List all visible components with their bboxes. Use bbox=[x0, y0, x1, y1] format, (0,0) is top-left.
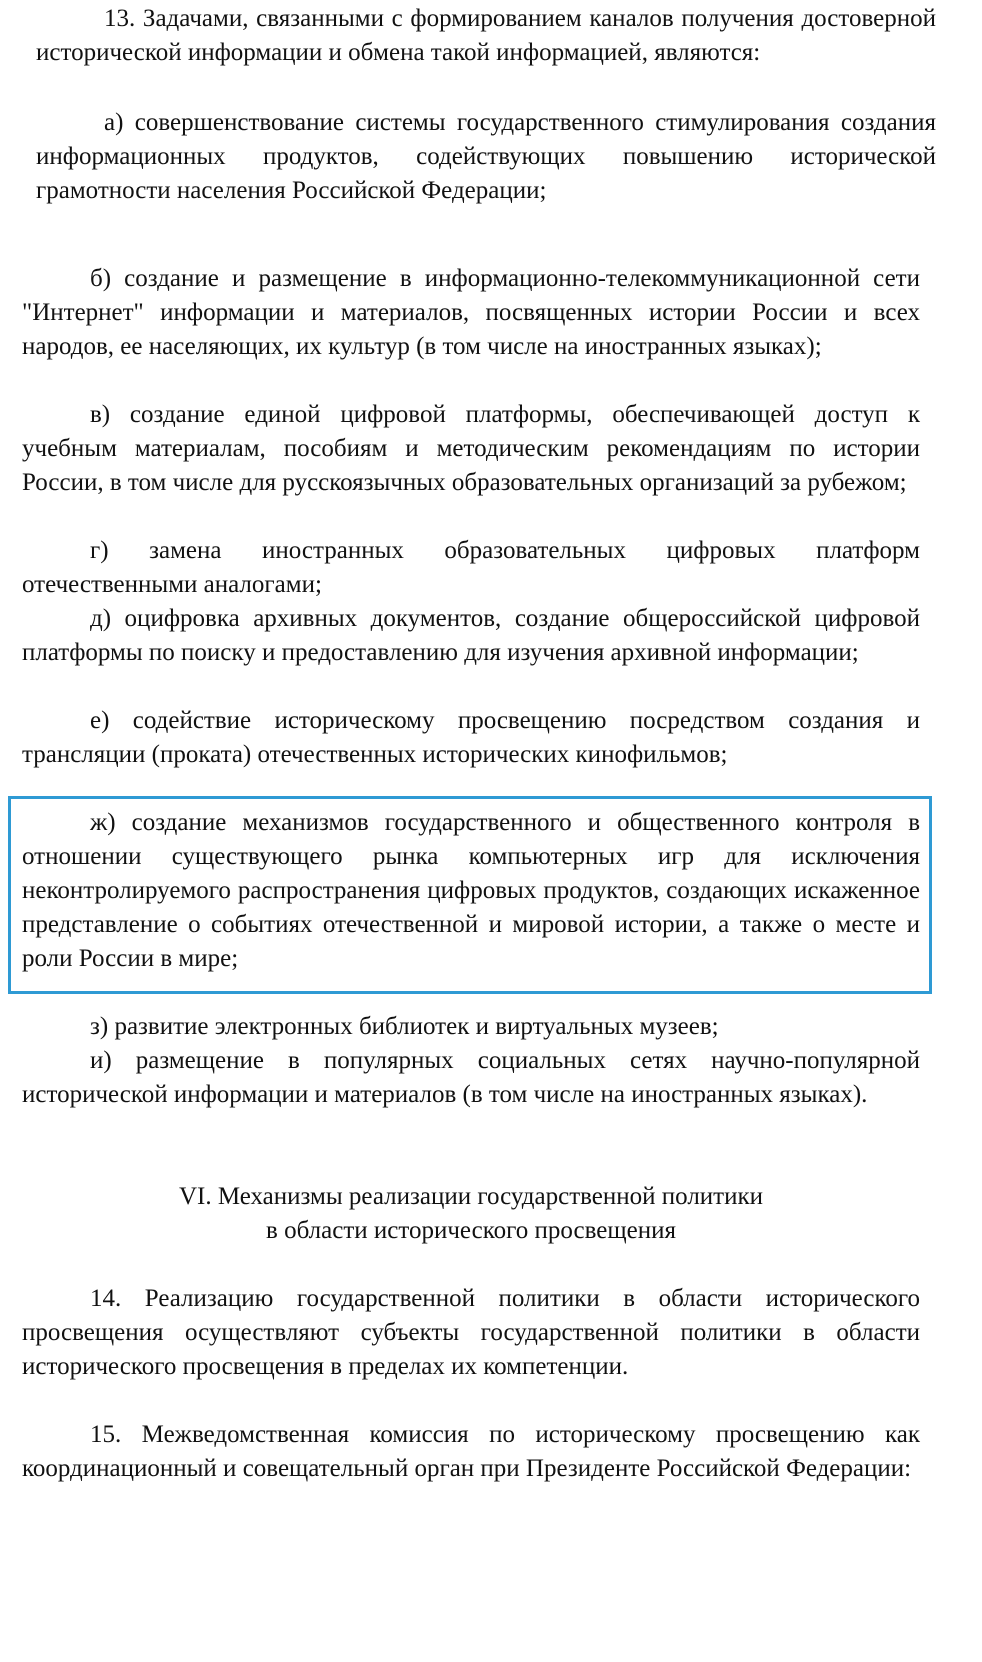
list-item-b: б) создание и размещение в информационно-телекоммуникационной сети "Интернет" информации и материалов, посвященных истории России и всех народов, ее населяющих, их культур (в том числе на иностранных языках); bbox=[22, 265, 920, 360]
list-item-zh: ж) создание механизмов государственного и общественного контроля в отношении существующего рынка компьютерных игр для исключения неконтролируемого распространения цифровых продуктов, создающих искаженное представление о событиях отечественной и мировой истории, а также о месте и роли России в мире; bbox=[22, 809, 920, 972]
list-item-d: д) оцифровка архивных документов, создание общероссийской цифровой платформы по поиску и предоставлению для изучения архивной информации; bbox=[22, 605, 920, 666]
paragraph-15: 15. Межведомственная комиссия по историческому просвещению как координационный и совещательный орган при Президенте Российской Федерации: bbox=[22, 1421, 920, 1482]
paragraph-13-intro: 13. Задачами, связанными с формированием каналов получения достоверной исторической информации и обмена такой информацией, являются: bbox=[36, 5, 936, 66]
list-item-a: а) совершенствование системы государственного стимулирования создания информационных продуктов, содействующих повышению исторической грамотности населения Российской Федерации; bbox=[36, 109, 936, 204]
list-item-e: е) содействие историческому просвещению посредством создания и трансляции (проката) отечественных исторических кинофильмов; bbox=[22, 707, 920, 768]
section-heading-line-2: в области исторического просвещения bbox=[266, 1217, 676, 1244]
paragraph-14: 14. Реализацию государственной политики в области исторического просвещения осуществляют субъекты государственной политики в области исторического просвещения в пределах их компетенции. bbox=[22, 1285, 920, 1380]
list-item-i: и) размещение в популярных социальных сетях научно-популярной исторической информации и материалов (в том числе на иностранных языках). bbox=[22, 1047, 920, 1108]
section-heading-line-1: VI. Механизмы реализации государственной политики bbox=[178, 1183, 764, 1210]
list-item-z: з) развитие электронных библиотек и виртуальных музеев; bbox=[90, 1013, 719, 1040]
list-item-v: в) создание единой цифровой платформы, обеспечивающей доступ к учебным материалам, пособиям и методическим рекомендациям по истории России, в том числе для русскоязычных образовательных организаций за рубежом; bbox=[22, 401, 920, 496]
list-item-g: г) замена иностранных образовательных цифровых платформ отечественными аналогами; bbox=[22, 537, 920, 598]
